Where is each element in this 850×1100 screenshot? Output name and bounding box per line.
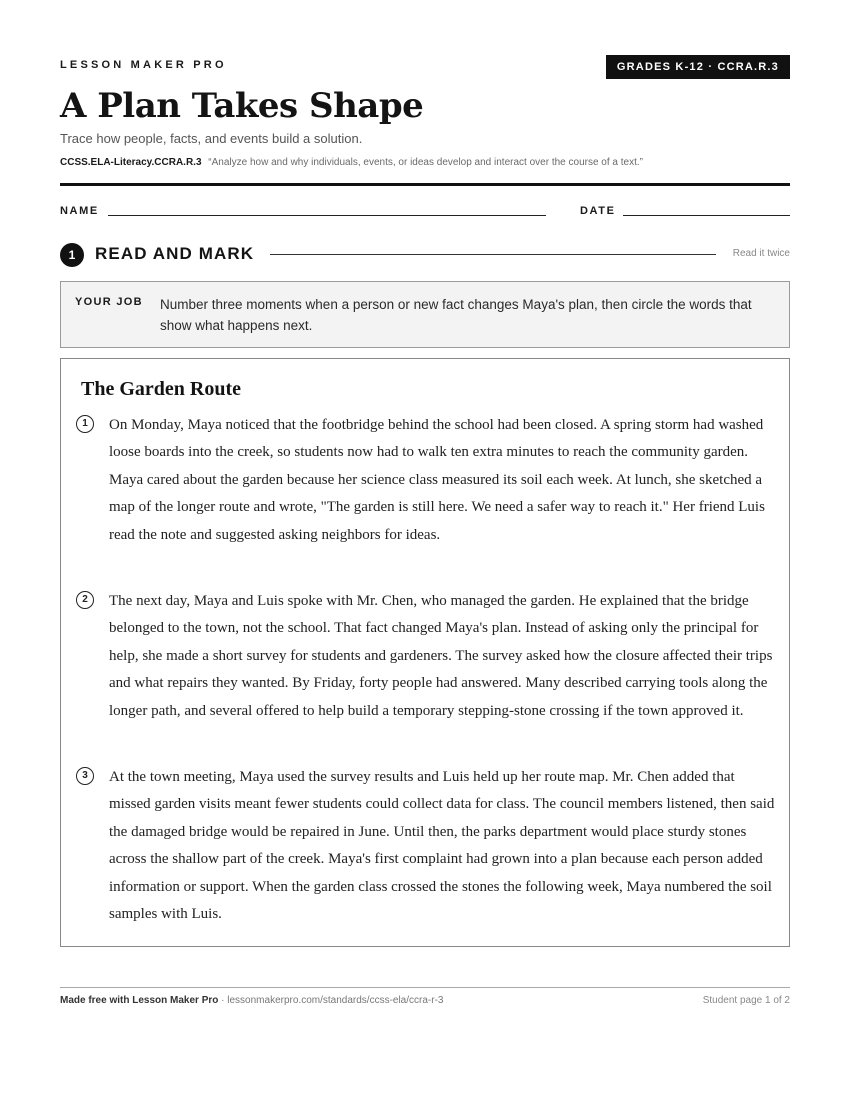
instructions-label: YOUR JOB (75, 296, 143, 308)
section-title: READ AND MARK (95, 244, 255, 263)
footer-page-number: Student page 1 of 2 (702, 995, 790, 1006)
instructions-box (60, 281, 790, 348)
name-field[interactable] (108, 215, 546, 216)
section-note: Read it twice (732, 248, 790, 259)
brand-name: LESSON MAKER PRO (60, 59, 227, 71)
footer-divider (60, 987, 790, 988)
grade-badge: GRADES K-12 · CCRA.R.3 (606, 55, 790, 79)
story-title: The Garden Route (81, 378, 241, 400)
standard-quote: “Analyze how and why individuals, events, or ideas develop and interact over the course of a text.” (208, 157, 643, 168)
footer-made-with: Made free with Lesson Maker Pro (60, 995, 219, 1006)
standard-line (60, 157, 643, 168)
paragraph-number-2: 2 (76, 591, 94, 609)
paragraph-2: The next day, Maya and Luis spoke with Mr. Chen, who managed the garden. He explained that the bridge belonged to the town, not the school. That fact changed Maya's plan. Instead of asking only the principal for help, she made a short survey for students and gardeners. The survey asked how the closure affected their trips and what repairs they wanted. By Friday, forty people had answered. Many described carrying tools along the longer path, and several offered to help build a temporary stepping-stone crossing if the town approved it. (109, 593, 773, 719)
header-divider (60, 183, 790, 186)
reading-passage (60, 358, 790, 947)
date-field[interactable] (623, 215, 790, 216)
footer-url[interactable]: · lessonmakerpro.com/standards/ccss-ela/ccra-r-3 (218, 995, 444, 1006)
paragraph-number-1: 1 (76, 415, 94, 433)
page-title: A Plan Takes Shape (60, 86, 424, 126)
paragraph-number-3: 3 (76, 767, 94, 785)
paragraph-1: On Monday, Maya noticed that the footbridge behind the school had been closed. A spring storm had washed loose boards into the creek, so students now had to walk ten extra minutes to reach the community garden. Maya cared about the garden because her science class measured its soil each week. At lunch, she sketched a map of the longer route and wrote, "The garden is still here. We need a safer way to reach it." Her friend Luis read the note and suggested asking neighbors for ideas. (109, 417, 765, 543)
instructions-text: Number three moments when a person or new fact changes Maya's plan, then circle the words that show what happens next. (160, 297, 752, 333)
standard-code: CCSS.ELA-Literacy.CCRA.R.3 (60, 157, 202, 168)
paragraph-3: At the town meeting, Maya used the survey results and Luis held up her route map. Mr. Chen added that missed garden visits meant fewer students could collect data for class. The council members listened, then said the damaged bridge would be repaired in June. Until then, the parks department would place sturdy stones across the shallow part of the creek. Maya's first complaint had grown into a plan because each person added information or support. When the garden class crossed the stones the following week, Maya numbered the soil samples with Luis. (109, 769, 775, 923)
footer-left (60, 995, 443, 1006)
section-number-badge: 1 (60, 243, 84, 267)
section-divider (270, 254, 716, 255)
date-label: DATE (580, 205, 616, 217)
page-subtitle: Trace how people, facts, and events build a solution. (60, 131, 363, 146)
name-label: NAME (60, 205, 99, 217)
